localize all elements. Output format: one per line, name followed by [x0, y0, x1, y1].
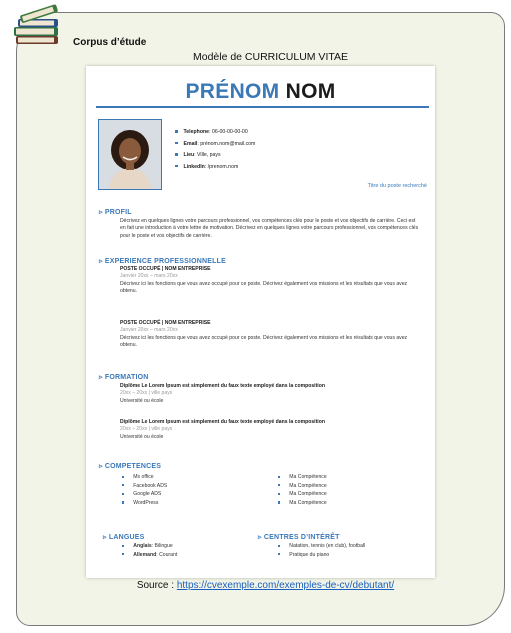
- langues-list: [122, 542, 177, 559]
- list-item: Ms office: [122, 473, 167, 482]
- list-item: Allemand: Courant: [122, 551, 177, 560]
- section-heading-langues: ▹ LANGUES: [103, 534, 145, 541]
- source-label: Source :: [136, 580, 177, 591]
- bullet-icon: [278, 493, 280, 495]
- contact-linkedin: LinkedIn: /prenom.nom: [175, 162, 255, 174]
- cv-name: [86, 80, 435, 104]
- section-heading-formation: ▹ FORMATION: [99, 374, 149, 381]
- list-item: Ma Compétence: [278, 473, 327, 482]
- cv-first-name: PRÉNOM: [185, 80, 280, 103]
- books-icon: [12, 4, 64, 48]
- bullet-icon: [175, 165, 178, 168]
- contact-list: [175, 127, 255, 173]
- bullet-icon: [122, 484, 124, 486]
- bullet-icon: [122, 501, 124, 503]
- bullet-icon: [175, 142, 178, 145]
- list-item: Natation, tennis (en club), football: [278, 542, 365, 551]
- list-item: Facebook ADS: [122, 482, 167, 491]
- bullet-icon: [122, 476, 124, 478]
- contact-email: Email: prénom.nom@mail.com: [175, 139, 255, 151]
- target-position: Titre du poste recherché: [367, 183, 427, 189]
- cv-document: [86, 66, 435, 578]
- competences-left-list: [122, 473, 167, 507]
- bullet-icon: [175, 153, 178, 156]
- list-item: Anglais: Bilingue: [122, 542, 177, 551]
- bullet-icon: [122, 545, 124, 547]
- cv-last-name: NOM: [285, 80, 336, 103]
- formation-entry: Diplôme Le Lorem Ipsum est simplement du faux texte employé dans la composition 20xx – 20xx | ville pays Université ou école: [120, 419, 325, 440]
- section-heading-interets: ▹ CENTRES D’INTÉRÊT: [258, 534, 340, 541]
- bullet-icon: [122, 493, 124, 495]
- bullet-icon: [175, 130, 178, 133]
- profile-photo: [98, 119, 162, 190]
- bullet-icon: [278, 476, 280, 478]
- list-item: Ma Compétence: [278, 482, 327, 491]
- portrait-image: [99, 120, 161, 189]
- bullet-icon: [278, 553, 280, 555]
- list-item: Pratique du piano: [278, 551, 365, 560]
- section-heading-competences: ▹ COMPETENCES: [99, 463, 162, 470]
- formation-entry: Diplôme Le Lorem Ipsum est simplement du faux texte employé dans la composition 20xx – 20xx | ville pays Université ou école: [120, 383, 325, 404]
- list-item: WordPress: [122, 499, 167, 508]
- list-item: Google ADS: [122, 490, 167, 499]
- job-entry: POSTE OCCUPÉ | NOM ENTREPRISE Janvier 20xx – mars 20xx Décrivez ici les fonctions que vous avez occupé pour ce poste. Décrivez également vos missions et les résultats que vous avez obtenu.: [120, 320, 408, 348]
- interets-list: [278, 542, 365, 559]
- corpus-heading: Corpus d’étude: [73, 37, 147, 48]
- contact-phone: Telephone: 06-00-00-00-00: [175, 127, 255, 139]
- job-entry: POSTE OCCUPÉ | NOM ENTREPRISE Janvier 20xx – mars 20xx Décrivez ici les fonctions que vous avez occupé pour ce poste. Décrivez également vos missions et les résultats que vous avez obtenu.: [120, 266, 408, 294]
- source-link[interactable]: https://cvexemple.com/exemples-de-cv/debutant/: [176, 580, 395, 591]
- profil-text: Décrivez en quelques lignes votre parcours professionnel, vos compétences clés pour le poste et vos objectifs de carrière. Ceci est en fait une introduction à votre lettre de motivation. Décrivez en quelques lignes votre parcours professionnel, vos compétences clés pour le poste et vos objectifs de carrière.: [120, 218, 419, 239]
- name-divider: [96, 106, 429, 108]
- bullet-icon: [278, 484, 280, 486]
- list-item: Ma Compétence: [278, 499, 327, 508]
- bullet-icon: [278, 545, 280, 547]
- model-title: Modèle de CURRICULUM VITAE: [192, 51, 348, 63]
- competences-right-list: [278, 473, 327, 507]
- bullet-icon: [122, 553, 124, 555]
- source-line: [0, 580, 511, 591]
- contact-location: Lieu: Ville, pays: [175, 150, 255, 162]
- list-item: Ma Compétence: [278, 490, 327, 499]
- section-heading-profil: ▹ PROFIL: [99, 209, 132, 216]
- bullet-icon: [278, 501, 280, 503]
- section-heading-experience: ▹ EXPERIENCE PROFESSIONNELLE: [99, 258, 226, 265]
